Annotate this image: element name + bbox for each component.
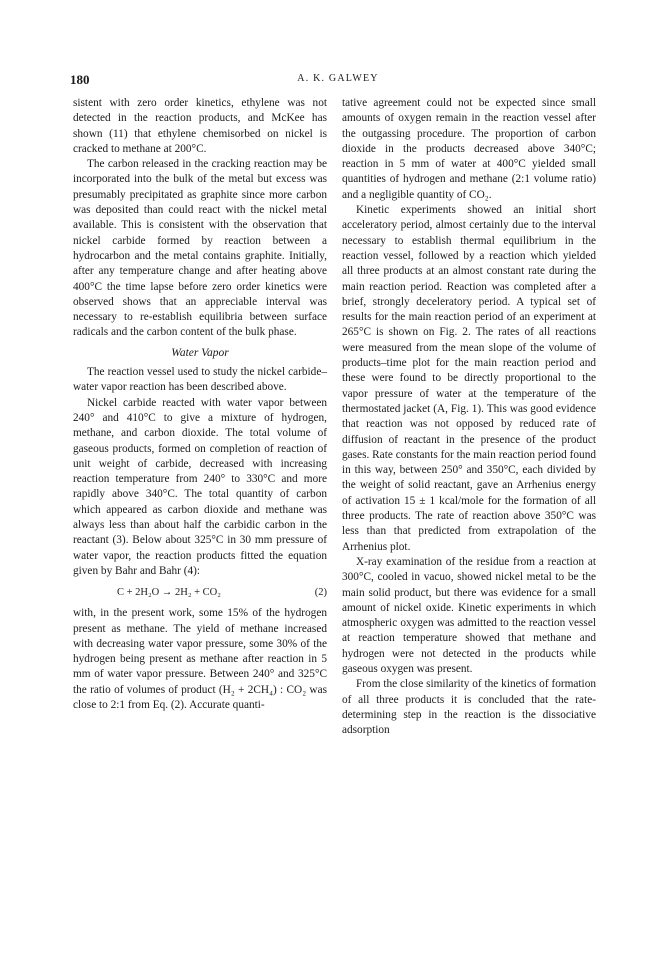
paragraph: The carbon released in the cracking reaction may be incorporated into the bulk of the metal but excess was presumably precipitated as graphite since more carbon was deposited than could react with the nickel metal available. This is consistent with the observation that nickel carbide formed by reaction between a hydrocarbon and the metal contains graphite. Initially, after any temperature change and after heating above 400°C the time lapse before zero order kinetics were observed shows that an appreciable interval was necessary to re-establish equilibria between surface radicals and the carbon content of the bulk phase. — [73, 158, 327, 339]
left-column — [73, 96, 327, 713]
paragraph: Kinetic experiments showed an initial short acceleratory period, almost certainly due to the interval necessary to establish thermal equilibrium in the reaction vessel, followed by a reaction which yielded all three products at an almost constant rate during the main reaction period. Reaction was completed after a brief, strongly deceleratory period. A typical set of results for the main reaction period of an experiment at 265°C is shown on Fig. 2. The rates of all reactions were measured from the mean slope of the volume of products–time plot for the main reaction period and these were found to be directly proportional to the vapor pressure of water at the temperature of the thermostated jacket (A, Fig. 1). This was good evidence that reaction was not opposed by reduced rate of diffusion of reactant in the presence of the product gases. Rate constants for the main reaction period found in this way, between 250° and 350°C, each divided by the weight of solid reactant, gave an Arrhenius energy of activation 15 ± 1 kcal/mole for the formation of all three products. The rate of reaction above 350°C was less than that predicted from extrapolation of the Arrhenius plot. — [342, 204, 596, 553]
paragraph: Nickel carbide reacted with water vapor between 240° and 410°C to give a mixture of hydrogen, methane, and carbon dioxide. The total volume of gaseous products, formed on completion of reaction of unit weight of carbide, decreased with increasing reaction temperature from 240° to 330°C and more rapidly above 340°C. The total quantity of carbon which appeared as carbon dioxide and methane was always less than about half the carbidic carbon in the reactant (3). Below about 325°C in 30 mm pressure of water vapor, the reaction products fitted the equation given by Bahr and Bahr (4): — [73, 396, 327, 577]
paragraph: X-ray examination of the residue from a reaction at 300°C, cooled in vacuo, showed nickel metal to be the main solid product, but there was evidence for a small amount of nickel oxide. Kinetic experiments in which atmospheric oxygen was admitted to the reaction vessel at reaction temperature showed that methane and hydrogen were not detected in the products while gaseous oxygen was present. — [342, 555, 596, 675]
section-heading: Water Vapor — [171, 346, 229, 359]
paragraph: The reaction vessel used to study the nickel carbide–water vapor reaction has been described above. — [73, 366, 327, 394]
right-column — [342, 96, 596, 738]
paragraph: From the close similarity of the kinetics of formation of all three products it is concluded that the rate-determining step in the reaction is the dissociative adsorption — [342, 678, 596, 737]
running-head: A. K. GALWEY — [297, 73, 379, 84]
page-number: 180 — [70, 72, 90, 87]
equation-number: (2) — [314, 587, 327, 599]
page-header — [70, 72, 606, 90]
paragraph: sistent with zero order kinetics, ethylene was not detected in the reaction products, and McKee has shown (11) that ethylene chemisorbed on nickel is cracked to methane at 200°C. — [73, 97, 327, 155]
paragraph: with, in the present work, some 15% of the hydrogen present as methane. The yield of methane increased with decreasing water vapor pressure, some 30% of the hydrogen being present as methane after reaction in 5 mm of water vapor pressure. Between 240° and 325°C the ratio of volumes of product (H₂ + 2CH₄) : CO₂ was close to 2:1 from Eq. (2). Accurate quanti- — [73, 607, 327, 711]
paragraph: tative agreement could not be expected since small amounts of oxygen remain in the reaction vessel after the outgassing procedure. The proportion of carbon dioxide in the products decreased above 340°C; reaction in 5 mm of water at 400°C yielded small quantities of hydrogen and methane (2:1 volume ratio) and a negligible quantity of CO₂. — [342, 97, 596, 201]
equation-body: C + 2H₂O → 2H₂ + CO₂ — [117, 587, 221, 599]
equation — [73, 582, 327, 602]
